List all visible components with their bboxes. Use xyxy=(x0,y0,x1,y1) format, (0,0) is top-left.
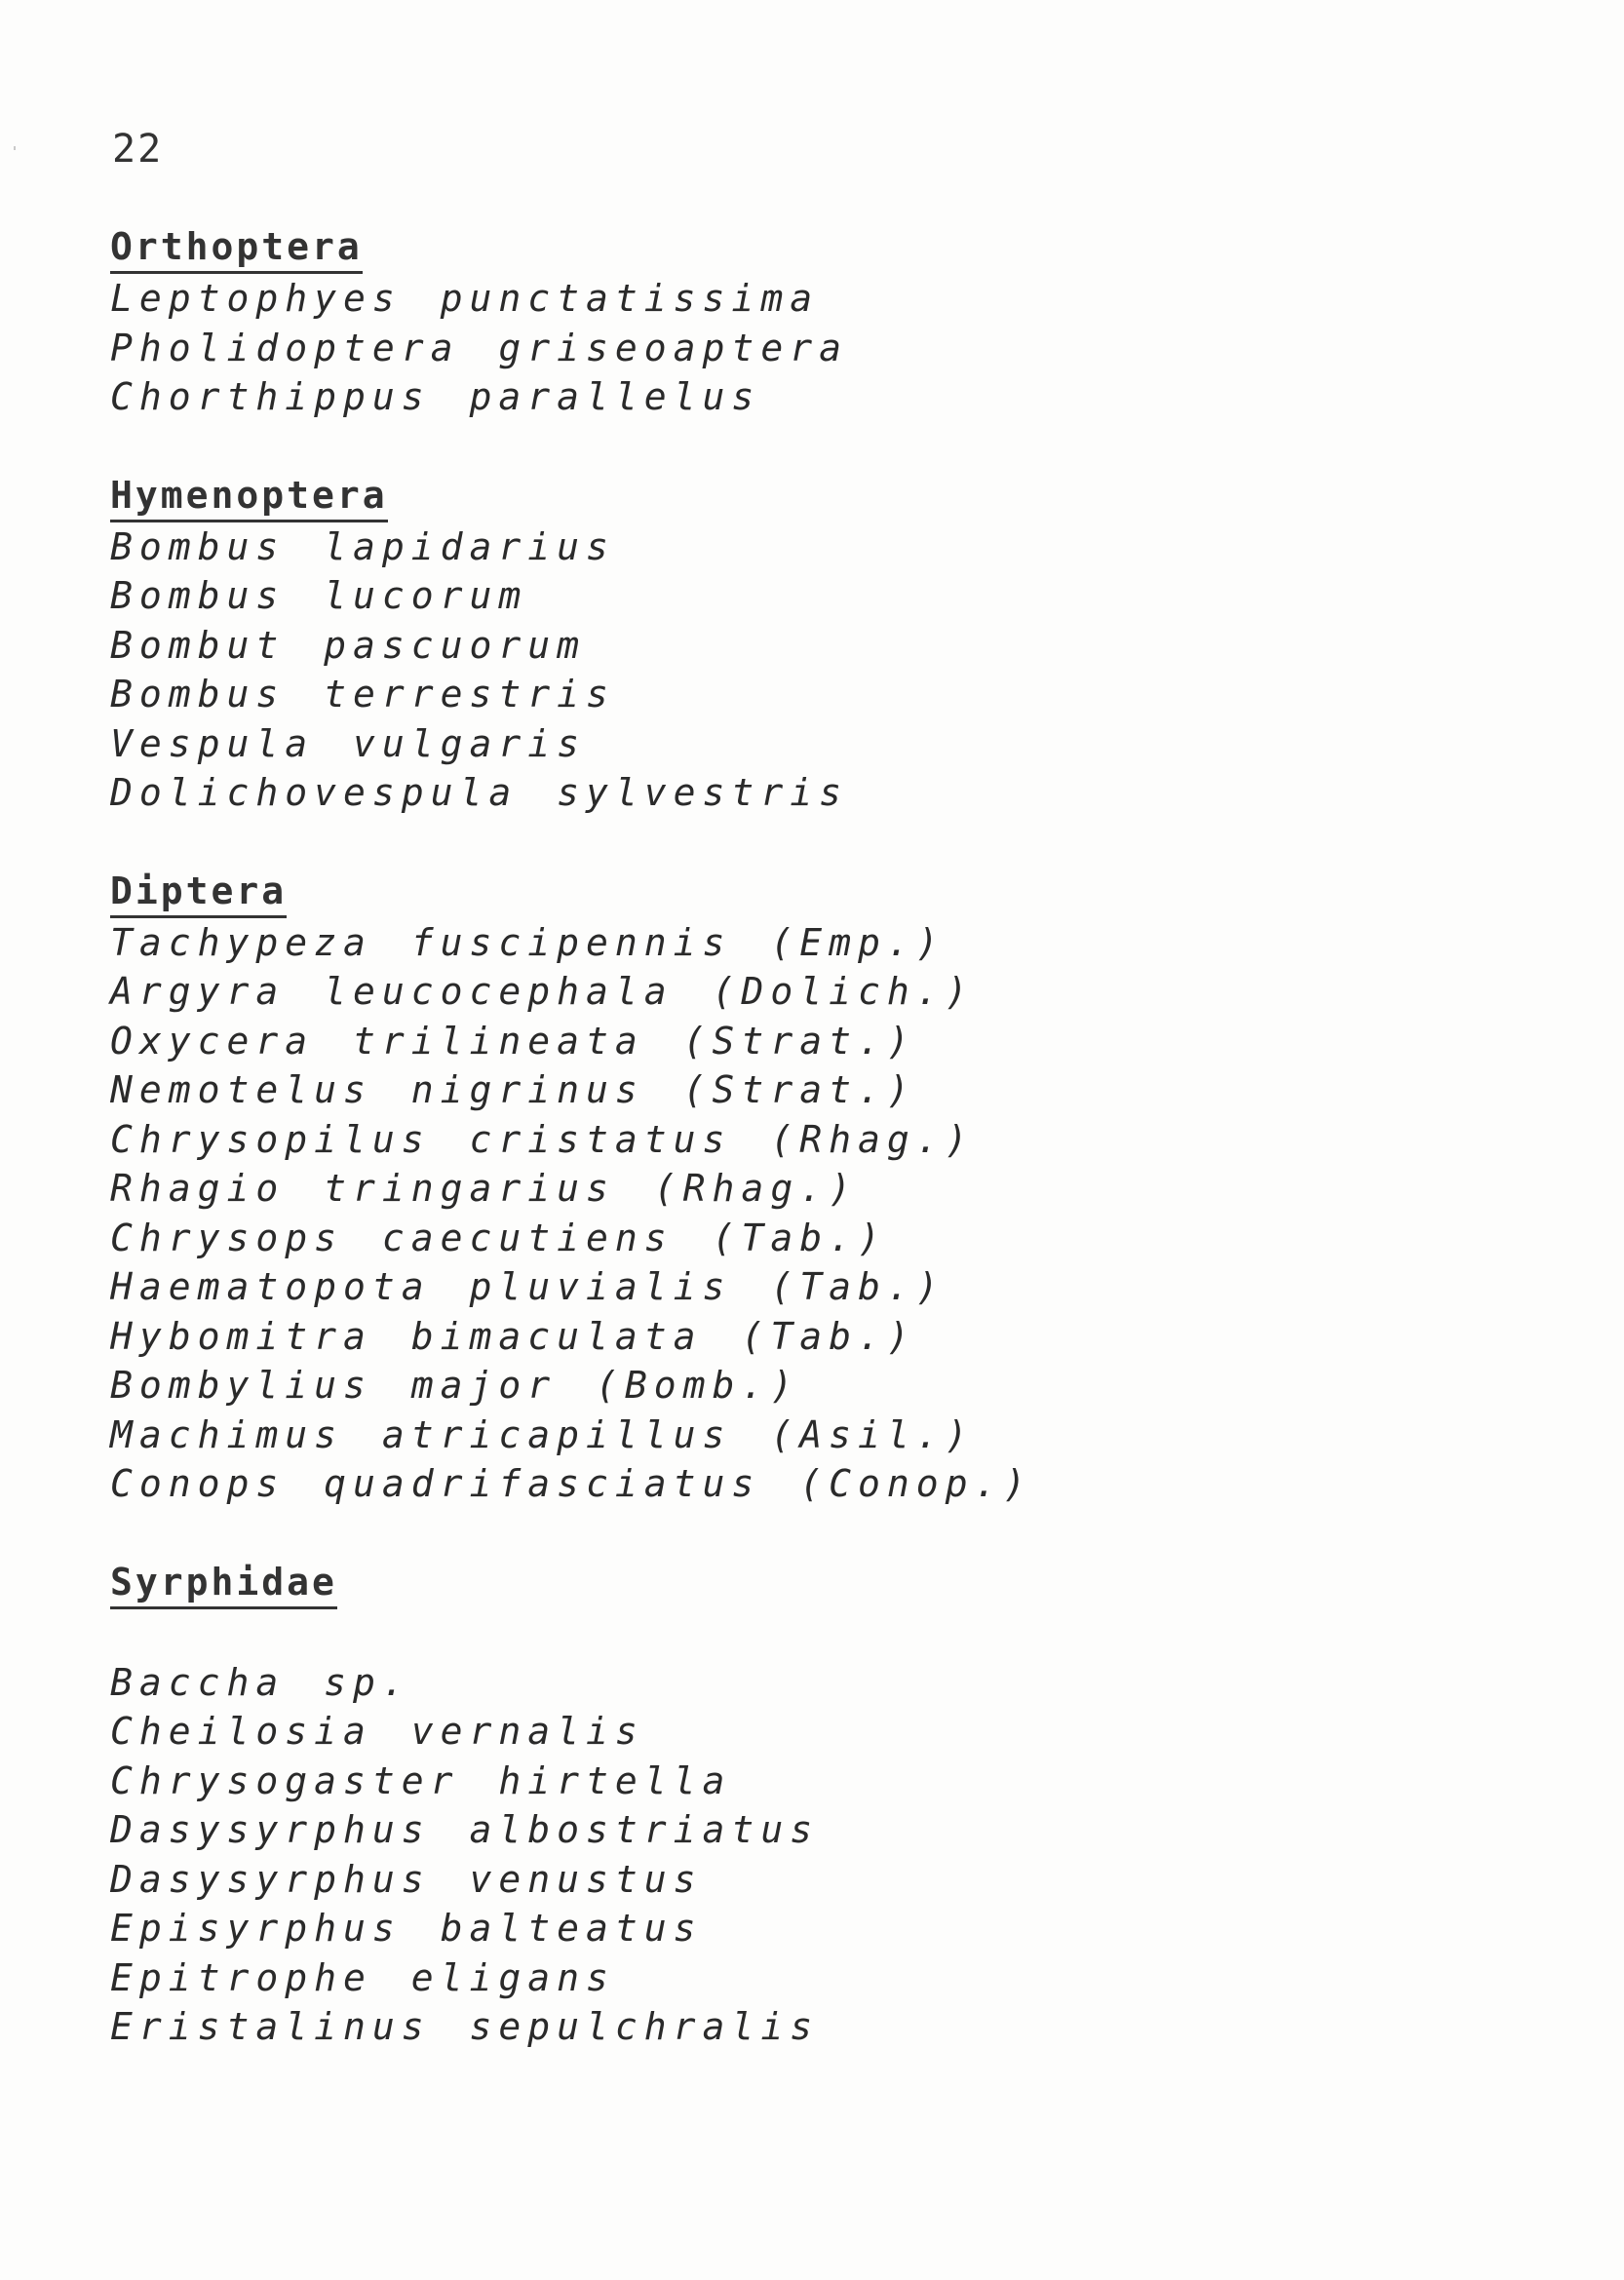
species-item: Episyrphus balteatus xyxy=(110,1907,703,1950)
species-item: Bombus lapidarius xyxy=(110,524,615,568)
species-item: Dolichovespula sylvestris xyxy=(110,771,848,814)
section-heading: Orthoptera xyxy=(110,222,363,274)
species-item: Bombut pascuorum xyxy=(110,623,587,667)
species-item: Oxycera trilineata (Strat.) xyxy=(110,1019,916,1063)
species-item: Epitrophe eligans xyxy=(110,1955,615,1999)
section-diptera xyxy=(110,867,1475,1509)
species-item: Chorthippus parallelus xyxy=(110,375,761,418)
species-item: Chrysogaster hirtella xyxy=(110,1758,732,1802)
species-item: Rhagio tringarius (Rhag.) xyxy=(110,1167,858,1210)
species-list xyxy=(110,1658,1475,2052)
species-list xyxy=(110,918,1475,1509)
species-item: Dasysyrphus venustus xyxy=(110,1857,703,1901)
species-item: Tachypeza fuscipennis (Emp.) xyxy=(110,920,946,964)
section-heading: Hymenoptera xyxy=(110,471,388,522)
species-item: Bombus terrestris xyxy=(110,673,615,715)
species-item: Chrysops caecutiens (Tab.) xyxy=(110,1216,887,1259)
section-heading: Diptera xyxy=(110,867,287,918)
species-item: Pholidoptera griseoaptera xyxy=(110,326,848,369)
scan-speck xyxy=(14,146,16,150)
species-list xyxy=(110,274,1475,422)
species-item: Eristalinus sepulchralis xyxy=(110,2005,820,2048)
species-item: Bombus lucorum xyxy=(110,574,528,617)
species-item: Baccha sp. xyxy=(110,1660,411,1704)
species-item: Vespula vulgaris xyxy=(110,721,587,765)
species-item: Leptophyes punctatissima xyxy=(110,277,820,320)
species-item: Dasysyrphus albostriatus xyxy=(110,1808,820,1851)
species-item: Hybomitra bimaculata (Tab.) xyxy=(110,1314,916,1358)
species-item: Haematopota pluvialis (Tab.) xyxy=(110,1265,946,1308)
section-syrphidae xyxy=(110,1558,1475,2052)
species-list xyxy=(110,522,1475,818)
species-item: Cheilosia vernalis xyxy=(110,1710,644,1753)
section-hymenoptera xyxy=(110,471,1475,818)
species-item: Nemotelus nigrinus (Strat.) xyxy=(110,1068,916,1111)
species-item: Machimus atricapillus (Asil.) xyxy=(110,1412,975,1456)
species-item: Conops quadrifasciatus (Conop.) xyxy=(110,1462,1033,1505)
section-heading: Syrphidae xyxy=(110,1558,337,1609)
section-orthoptera xyxy=(110,222,1475,422)
species-checklist xyxy=(110,222,1475,2052)
page-number: 22 xyxy=(112,127,164,172)
species-item: Bombylius major (Bomb.) xyxy=(110,1364,800,1407)
species-item: Chrysopilus cristatus (Rhag.) xyxy=(110,1117,975,1161)
blank-line xyxy=(110,1609,1475,1658)
species-item: Argyra leucocephala (Dolich.) xyxy=(110,970,975,1013)
